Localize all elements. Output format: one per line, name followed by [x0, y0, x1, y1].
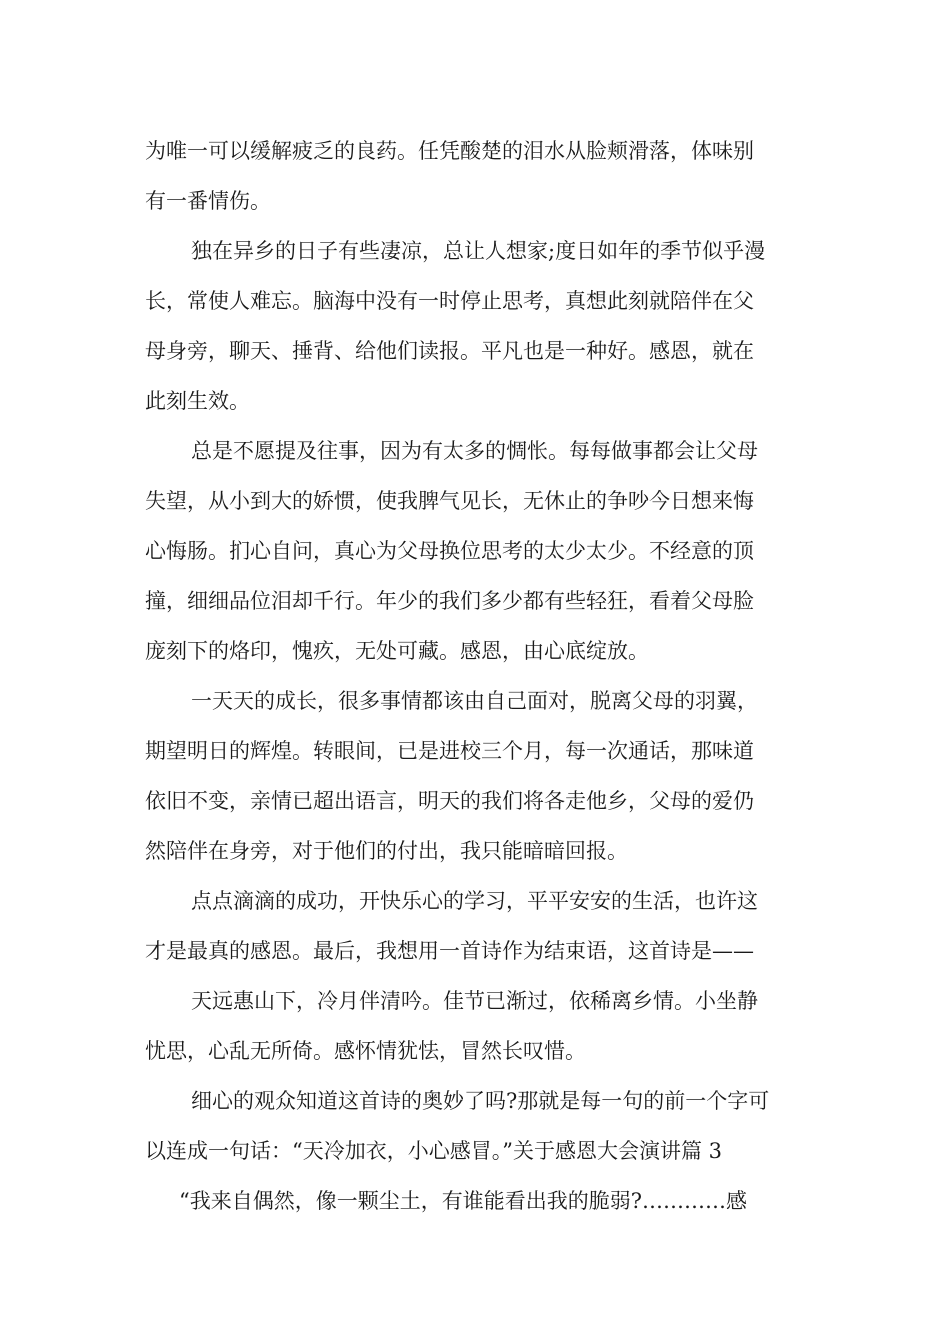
text-line: 期望明日的辉煌。转眼间，已是进校三个月，每一次通话，那味道: [145, 739, 754, 763]
paragraph-8: [145, 1176, 807, 1226]
text-line: 细心的观众知道这首诗的奥妙了吗?那就是每一句的前一个字可: [191, 1089, 770, 1113]
paragraph-6-poem: [145, 976, 807, 1076]
text-line: 失望，从小到大的娇惯，使我脾气见长，无休止的争吵今日想来悔: [145, 489, 754, 513]
text-line: 忧思，心乱无所倚。感怀情犹怯，冒然长叹惜。: [145, 1039, 586, 1063]
text-line: 总是不愿提及往事，因为有太多的惆怅。每每做事都会让父母: [191, 439, 758, 463]
text-line: 此刻生效。: [145, 389, 250, 413]
text-line: 天远惠山下，冷月伴清吟。佳节已渐过，依稀离乡情。小坐静: [191, 989, 758, 1013]
paragraph-7: [145, 1076, 807, 1176]
text-line: 母身旁，聊天、捶背、给他们读报。平凡也是一种好。感恩，就在: [145, 339, 754, 363]
paragraph-2: [145, 226, 807, 426]
paragraph-5: [145, 876, 807, 976]
text-line: 有一番情伤。: [145, 189, 271, 213]
text-line: 撞，细细品位泪却千行。年少的我们多少都有些轻狂，看着父母脸: [145, 589, 754, 613]
text-line: 心悔肠。扪心自问，真心为父母换位思考的太少太少。不经意的顶: [145, 539, 754, 563]
text-line: 点点滴滴的成功，开快乐心的学习，平平安安的生活，也许这: [191, 889, 758, 913]
text-line: 然陪伴在身旁，对于他们的付出，我只能暗暗回报。: [145, 839, 628, 863]
text-line: 以连成一句话：“天冷加衣，小心感冒。”关于感恩大会演讲篇 3: [145, 1139, 723, 1163]
text-line: 一天天的成长，很多事情都该由自己面对，脱离父母的羽翼，: [191, 689, 758, 713]
paragraph-3: [145, 426, 807, 676]
paragraph-1: [145, 126, 807, 226]
text-line: 独在异乡的日子有些凄凉，总让人想家;度日如年的季节似乎漫: [191, 239, 766, 263]
text-line: “我来自偶然，像一颗尘土，有谁能看出我的脆弱?…………感: [179, 1189, 747, 1213]
document-body: [145, 126, 807, 1226]
text-line: 才是最真的感恩。最后，我想用一首诗作为结束语，这首诗是——: [145, 939, 754, 963]
paragraph-4: [145, 676, 807, 876]
text-line: 依旧不变，亲情已超出语言，明天的我们将各走他乡，父母的爱仍: [145, 789, 754, 813]
text-line: 庞刻下的烙印，愧疚，无处可藏。感恩，由心底绽放。: [145, 639, 649, 663]
text-line: 为唯一可以缓解疲乏的良药。任凭酸楚的泪水从脸颊滑落，体味别: [145, 139, 754, 163]
text-line: 长，常使人难忘。脑海中没有一时停止思考，真想此刻就陪伴在父: [145, 289, 754, 313]
